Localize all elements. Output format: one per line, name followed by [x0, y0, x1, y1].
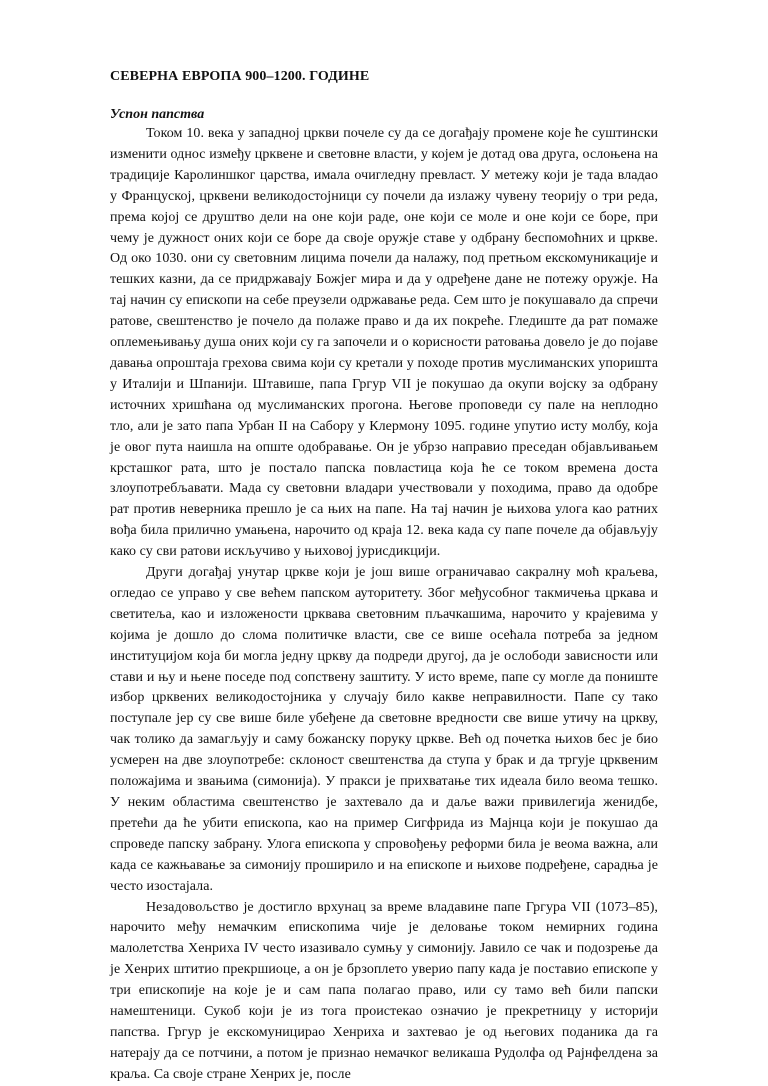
paragraph-1: Током 10. века у западној цркви почеле су да се догађају промене које ће суштински изменити однос између црквене и световне власти, у којем је дотад ова друга, ослоњена на традиције Каролиншког царства, имала очигледну превласт. У метежу који је тада владао у Француској, црквени великодостојници су почели да излажу чувену теорију о три реда, према којој се друштво дели на оне који раде, оне који се моле и оне који се боре, при чему је дужност оних који се боре да своје оружје ставе у одбрану беспомоћних и цркве. Од око 1030. они су световним лицима почели да налажу, под претњом екскомуникације и тешких казни, да се придржавају Божјег мира и да у одређене дане не потежу оружје. На тај начин су епископи на себе преузели одржавање реда. Сем што је покушавало да спречи ратове, свештенство је почело да полаже право и да их покреће. Гледиште да рат помаже оплемењивању душа оних који су га започели и о корисности ратовања довело је до појаве давања опроштаја грехова свима који су кретали у походе против муслиманских упоришта у Италији и Шпанији. Штавише, папа Гргур VII је покушао да окупи војску за одбрану источних хришћана од муслиманских прогона. Његове проповеди су пале на неплодно тло, али је зато папа Урбан II на Сабору у Клермону 1095. године упутио исту молбу, која је овог пута наишла на опште одобравање. Он је убрзо направио преседан објављивањем крсташког рата, што је постало папска повластица која ће се током времена доста злоупотребљавати. Мада су световни владари учествовали у походима, право да одобре рат против неверника прешло је са њих на папе. На тај начин је њихова улога као ратних вођа била прилично умањена, нарочито од краја 12. века када су папе почеле да објављују како су сви ратови искључиво у њиховој јурисдикцији. [110, 126, 658, 560]
section-heading: Успон папства [110, 107, 205, 122]
paragraph-3: Незадовољство је достигло врхунац за време владавине папе Гргура VII (1073–85), нарочито међу немачким епископима чије је деловање током немирних година малолетства Хенриха IV често изазивало сумњу у симонију. Јавило се чак и подозрење да је Хенрих штитио прекршиоце, а он је брзоплето уверио папу када је поставио епископе у три епископије на које је и сам папа полагао право, или су тамо већ били папски намештеници. Сукоб који је из тога проистекао означио је прекретницу у историји папства. Гргур је екскомуницирао Хенриха и захтевао је од његових поданика да га натерају да се потчини, а потом је признао немачког великаша Рудолфа од Рајнфелдена за краља. Са своје стране Хенрих је, после [110, 899, 658, 1082]
paragraph-2: Други догађај унутар цркве који је још више ограничавао сакралну моћ краљева, огледао се управо у све већем папском ауторитету. Због међусобног такмичења цркава и светитеља, као и изложености црквава световним пљачкашима, нарочито у крајевима у којима је дошло до слома политичке власти, све се више осећала потреба за једном институцијом која би могла једну цркву да подреди другој, да је ослободи зависности или стави и њу и њене поседе под сопствену заштиту. У исто време, папе су могле да пониште избор црквених великодостојника у случају било какве неправилности. Папе су тако поступале јер су све више биле убеђене да световне вредности све више утичу на цркву, чак толико да замагљују и саму божанску поруку цркве. Већ од почетка њихов бес је био усмерен на две злоупотребе: склоност свештенства да ступа у брак и да тргује црквеним положајима и звањима (симонија). У пракси је прихватање тих идеала било веома тешко. У неким областима свештенство је захтевало да и даље важи привилегија женидбе, претећи да ће убити епископа, као на пример Сигфрида из Мајнца који је покушао да спроведе папску забрану. Улога епископа у спровођењу реформи била је веома важна, али када се кажњавање за симонију проширило и на епископе и њихове подређене, сарадња је често изостајала. [110, 565, 658, 894]
document-page [110, 68, 658, 1086]
document-title: СЕВЕРНА ЕВРОПА 900–1200. ГОДИНЕ [110, 69, 370, 84]
